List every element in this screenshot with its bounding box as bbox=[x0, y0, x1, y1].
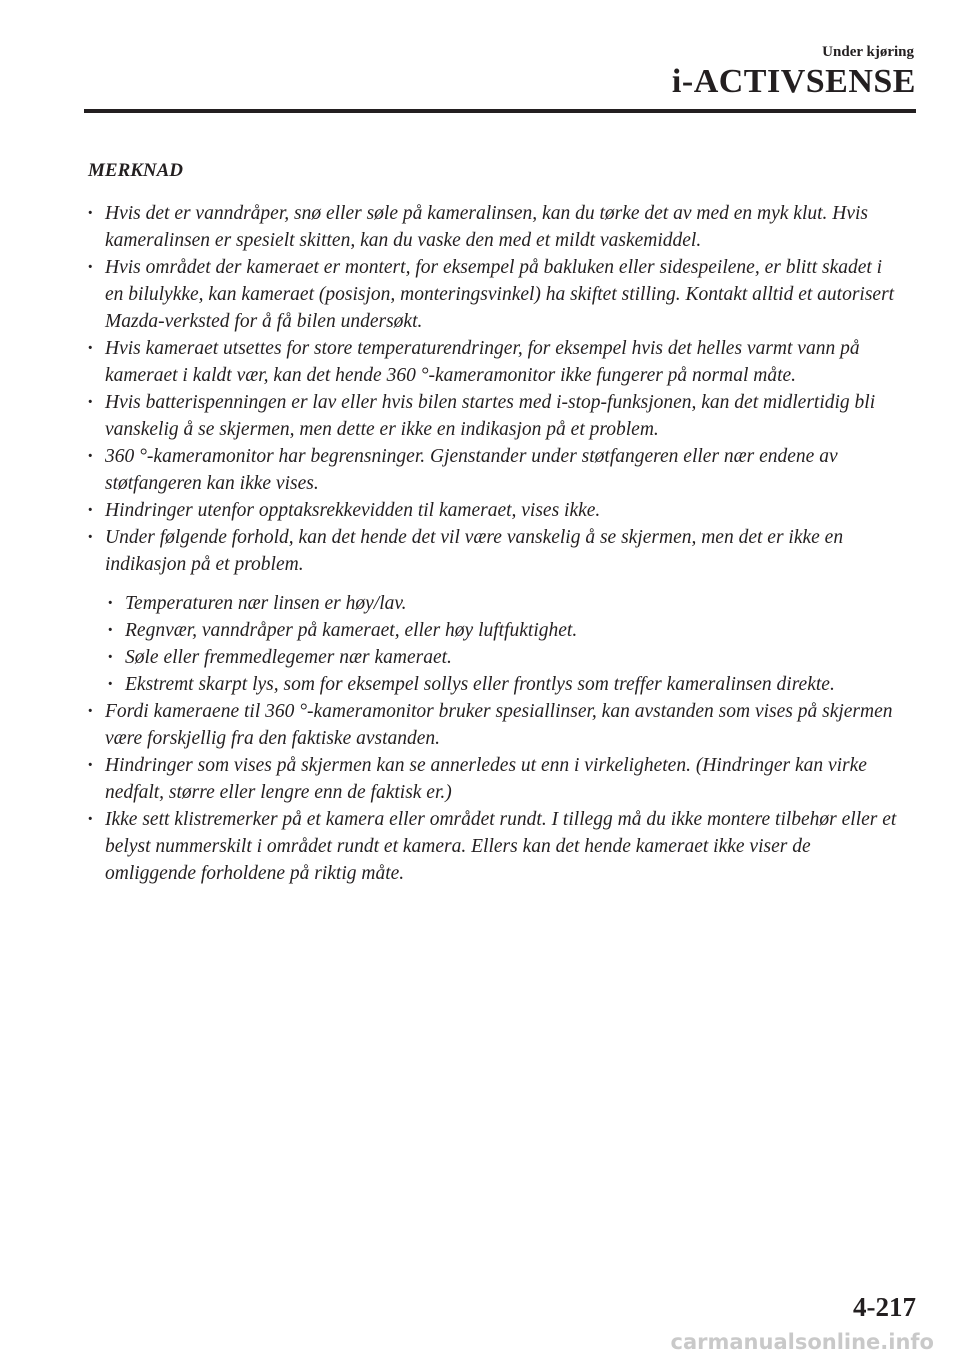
note-item: · Ikke sett klistremerker på et kamera eller området rundt. I tillegg må du ikke montere tilbehør eller et belyst nummerskilt i området rundt et kamera. Ellers kan det hende kameraet ikke viser de omliggende forholdene på riktig måte. bbox=[85, 806, 900, 887]
note-item: · 360 °-kameramonitor har begrensninger. Gjenstander under støtfangeren eller nær endene av støtfangeren kan ikke vises. bbox=[85, 443, 900, 497]
note-item: · Hvis området der kameraet er montert, for eksempel på bakluken eller sidespeilene, er blitt skadet i en bilulykke, kan kameraet (posisjon, monteringsvinkel) ha skiftet stilling. Kontakt alltid et autorisert Mazda-verksted for å få bilen undersøkt. bbox=[85, 254, 900, 335]
note-list bbox=[85, 200, 900, 887]
chapter-title: i-ACTIVSENSE bbox=[671, 63, 916, 100]
note-subitem: · Temperaturen nær linsen er høy/lav. bbox=[105, 590, 900, 617]
note-heading: MERKNAD bbox=[88, 160, 184, 181]
page-number: 4-217 bbox=[853, 1292, 916, 1322]
note-item: · Hindringer som vises på skjermen kan se annerledes ut enn i virkeligheten. (Hindringer kan virke nedfalt, større eller lengre enn de faktisk er.) bbox=[85, 752, 900, 806]
note-item: · Hvis det er vanndråper, snø eller søle på kameralinsen, kan du tørke det av med en myk klut. Hvis kameralinsen er spesielt skitten, kan du vaske den med et mildt vaskemiddel. bbox=[85, 200, 900, 254]
note-subitem-list bbox=[105, 590, 900, 698]
note-subitem: · Søle eller fremmedlegemer nær kameraet. bbox=[105, 644, 900, 671]
section-label: Under kjøring bbox=[822, 44, 914, 60]
note-item: · Hvis kameraet utsettes for store temperaturendringer, for eksempel hvis det helles varmt vann på kameraet i kaldt vær, kan det hende 360 °-kameramonitor ikke fungerer på normal måte. bbox=[85, 335, 900, 389]
note-item: · Hvis batterispenningen er lav eller hvis bilen startes med i-stop-funksjonen, kan det midlertidig bli vanskelig å se skjermen, men dette er ikke en indikasjon på et problem. bbox=[85, 389, 900, 443]
note-item-with-subitems bbox=[85, 524, 900, 698]
note-item-text: Under følgende forhold, kan det hende det vil være vanskelig å se skjermen, men det er ikke en indikasjon på et problem. bbox=[105, 527, 844, 575]
note-subitem: · Regnvær, vanndråper på kameraet, eller høy luftfuktighet. bbox=[105, 617, 900, 644]
watermark: carmanualsonline.info bbox=[670, 1330, 934, 1354]
header-divider bbox=[84, 109, 916, 113]
note-item: · Fordi kameraene til 360 °-kameramonitor bruker spesiallinser, kan avstanden som vises på skjermen være forskjellig fra den faktiske avstanden. bbox=[85, 698, 900, 752]
note-subitem: · Ekstremt skarpt lys, som for eksempel sollys eller frontlys som treffer kameralinsen direkte. bbox=[105, 671, 900, 698]
note-item: · Hindringer utenfor opptaksrekkevidden til kameraet, vises ikke. bbox=[85, 497, 900, 524]
